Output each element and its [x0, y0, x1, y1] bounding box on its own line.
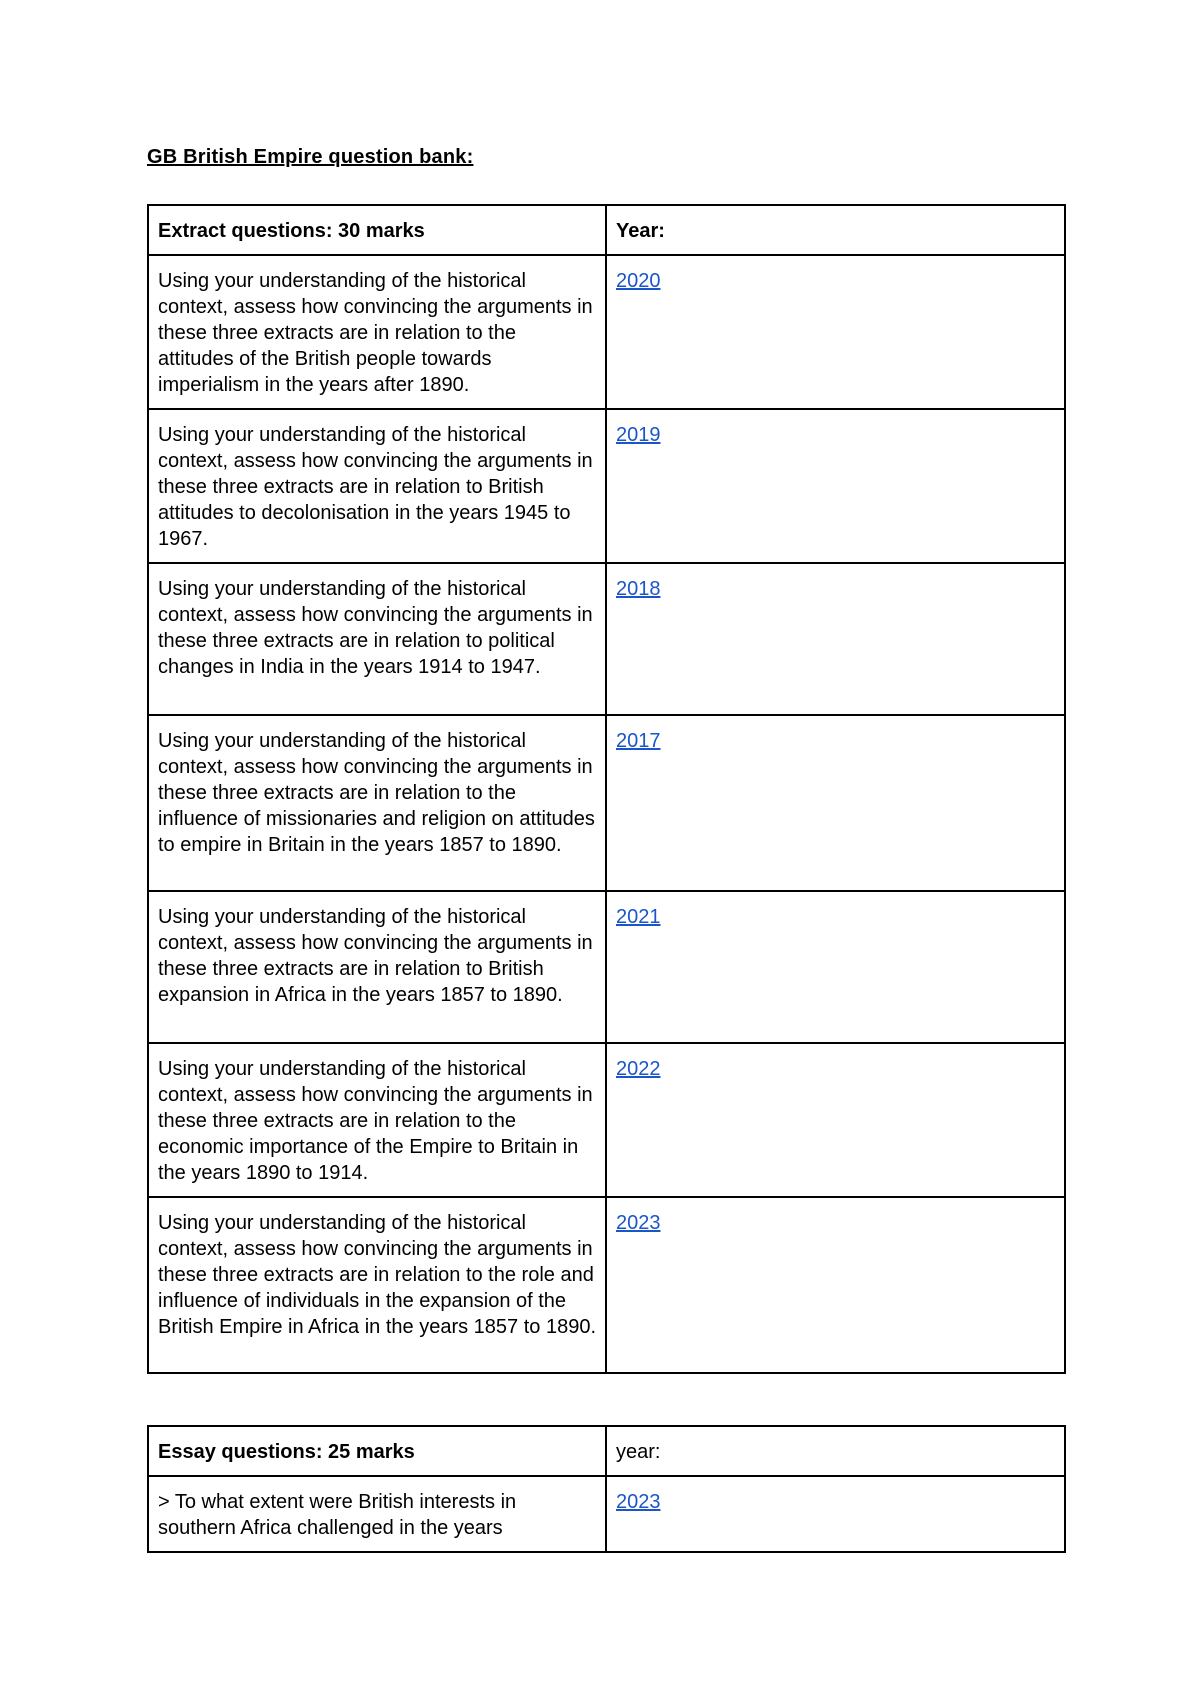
year-cell [606, 563, 1065, 715]
question-text: > To what extent were British interests in southern Africa challenged in the years [148, 1476, 606, 1552]
year-link[interactable]: 2017 [616, 730, 661, 752]
table-row [148, 563, 1065, 715]
year-header: year: [606, 1426, 1065, 1476]
table-row [148, 715, 1065, 891]
year-cell [606, 715, 1065, 891]
table-row [148, 1476, 1065, 1552]
extract-questions-header: Extract questions: 30 marks [148, 205, 606, 255]
essay-questions-table [147, 1425, 1066, 1553]
question-text: Using your understanding of the historical context, assess how convincing the arguments in these three extracts are in relation to British expansion in Africa in the years 1857 to 1890. [148, 891, 606, 1043]
year-link[interactable]: 2020 [616, 270, 661, 292]
table-header-row [148, 1426, 1065, 1476]
table-row [148, 409, 1065, 563]
year-link[interactable]: 2023 [616, 1212, 661, 1234]
year-link[interactable]: 2021 [616, 906, 661, 928]
year-cell [606, 891, 1065, 1043]
question-text: Using your understanding of the historical context, assess how convincing the arguments in these three extracts are in relation to British attitudes to decolonisation in the years 1945 to 1967. [148, 409, 606, 563]
question-text: Using your understanding of the historical context, assess how convincing the arguments in these three extracts are in relation to the economic importance of the Empire to Britain in the years 1890 to 1914. [148, 1043, 606, 1197]
question-text: Using your understanding of the historical context, assess how convincing the arguments in these three extracts are in relation to the attitudes of the British people towards imperialism in the years after 1890. [148, 255, 606, 409]
question-text: Using your understanding of the historical context, assess how convincing the arguments in these three extracts are in relation to the influence of missionaries and religion on attitudes to empire in Britain in the years 1857 to 1890. [148, 715, 606, 891]
table-row [148, 1043, 1065, 1197]
table-row [148, 891, 1065, 1043]
extract-questions-table [147, 204, 1066, 1374]
question-text: Using your understanding of the historical context, assess how convincing the arguments in these three extracts are in relation to political changes in India in the years 1914 to 1947. [148, 563, 606, 715]
table-row [148, 255, 1065, 409]
year-link[interactable]: 2018 [616, 578, 661, 600]
year-link[interactable]: 2019 [616, 424, 661, 446]
year-header: Year: [606, 205, 1065, 255]
essay-questions-header: Essay questions: 25 marks [148, 1426, 606, 1476]
table-header-row [148, 205, 1065, 255]
year-cell [606, 255, 1065, 409]
table-row [148, 1197, 1065, 1373]
year-cell [606, 1043, 1065, 1197]
year-link[interactable]: 2022 [616, 1058, 661, 1080]
question-text: Using your understanding of the historical context, assess how convincing the arguments in these three extracts are in relation to the role and influence of individuals in the expansion of the British Empire in Africa in the years 1857 to 1890. [148, 1197, 606, 1373]
year-cell [606, 1197, 1065, 1373]
page-title: GB British Empire question bank: [147, 146, 474, 168]
year-cell [606, 409, 1065, 563]
year-cell [606, 1476, 1065, 1552]
year-link[interactable]: 2023 [616, 1491, 661, 1513]
